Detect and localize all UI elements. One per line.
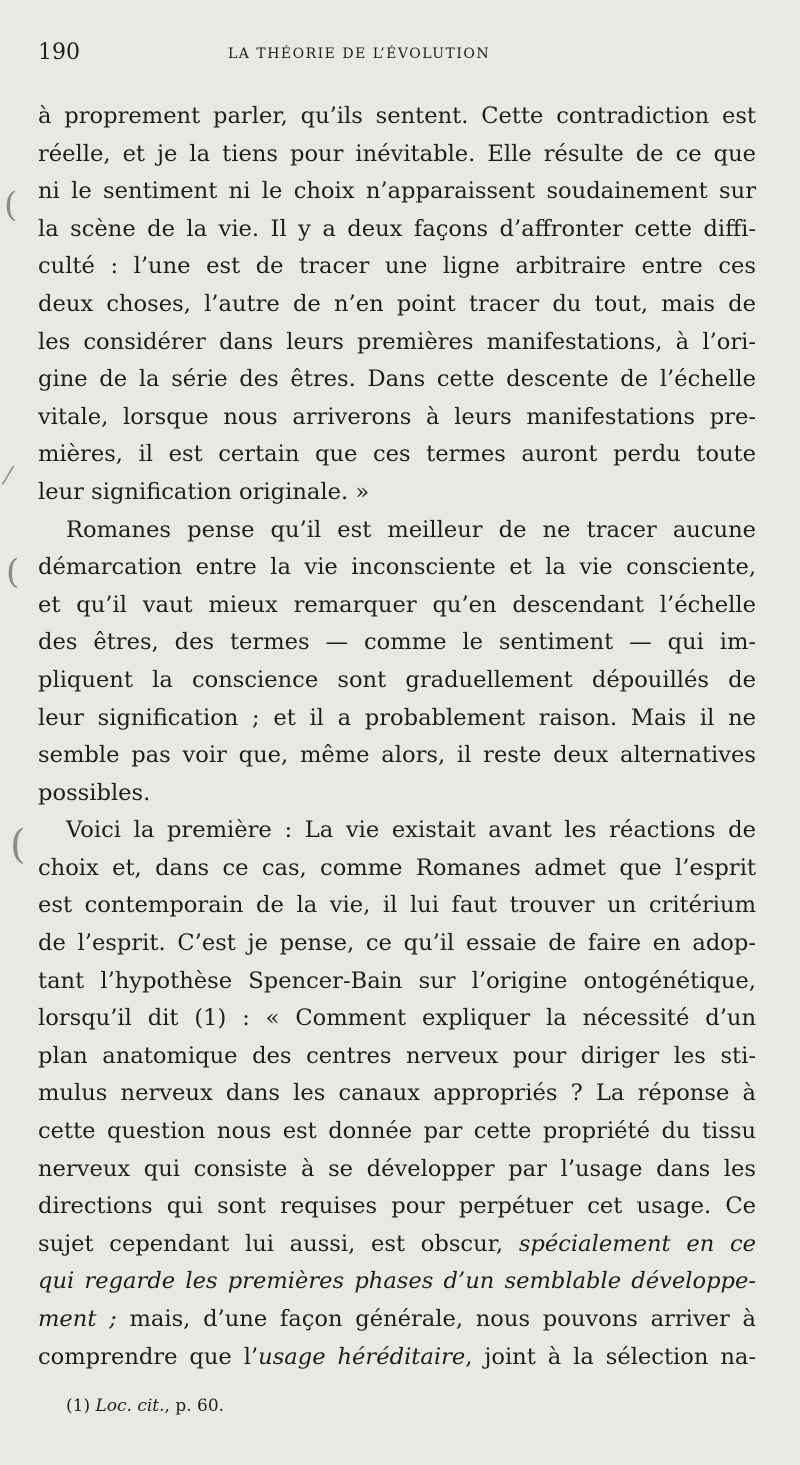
paragraph-romanes: [38, 512, 756, 813]
margin-pencil-mark: ⁄: [6, 462, 11, 490]
text-line: [38, 1226, 756, 1264]
text-line: et qu’il vaut mieux remarquer qu’en descendant l’échelle: [38, 591, 756, 618]
text-line: culté : l’une est de tracer une ligne arbitraire entre ces: [38, 253, 756, 280]
text-line: est contemporain de la vie, il lui faut trouver un critérium: [38, 892, 756, 919]
text-line: tant l’hypothèse Spencer-Bain sur l’origine ontogénétique,: [38, 967, 756, 994]
body-text: [38, 98, 756, 1376]
paragraph-premiere: [38, 812, 756, 1376]
text-line: semble pas voir que, même alors, il reste deux alternatives: [38, 742, 756, 769]
paragraph-quote-end: [38, 98, 756, 512]
text-line: Romanes pense qu’il est meilleur de ne tracer aucune: [66, 516, 756, 543]
text-line: mières, il est certain que ces termes auront perdu toute: [38, 441, 756, 468]
text-line: les considérer dans leurs premières manifestations, à l’ori-: [38, 328, 756, 355]
text-segment: sujet cependant lui aussi, est obscur,: [38, 1230, 504, 1257]
footnote-reference: Loc. cit.: [95, 1396, 165, 1416]
text-line: des êtres, des termes — comme le sentiment — qui im-: [38, 629, 756, 656]
text-line: cette question nous est donnée par cette propriété du tissu: [38, 1118, 756, 1145]
margin-pencil-mark: (: [6, 552, 20, 592]
text-line: deux choses, l’autre de n’en point tracer du tout, mais de: [38, 290, 756, 317]
text-line: possibles.: [38, 779, 151, 806]
text-line: choix et, dans ce cas, comme Romanes admet que l’esprit: [38, 854, 756, 881]
text-line: ni le sentiment ni le choix n’apparaissent soudainement sur: [38, 178, 756, 205]
text-line: la scène de la vie. Il y a deux façons d’affronter cette diffi-: [38, 215, 756, 242]
text-line: directions qui sont requises pour perpétuer cet usage. Ce: [38, 1193, 756, 1220]
footnote-page: , p. 60.: [164, 1396, 225, 1416]
footnote-marker: (1): [66, 1396, 91, 1416]
italic-segment: usage héréditaire: [258, 1343, 466, 1370]
text-line: démarcation entre la vie inconsciente et la vie consciente,: [38, 554, 756, 581]
text-segment: comprendre que l’: [38, 1343, 259, 1370]
text-line: Voici la première : La vie existait avant les réactions de: [66, 817, 756, 844]
text-line: plan anatomique des centres nerveux pour diriger les sti-: [38, 1042, 756, 1069]
running-title: LA THÉORIE DE L’ÉVOLUTION: [228, 46, 491, 62]
italic-segment: ment ;: [38, 1306, 117, 1332]
text-segment: , joint à la sélection na-: [465, 1343, 756, 1370]
margin-pencil-mark: (: [10, 822, 26, 868]
text-line: nerveux qui consiste à se développer par l’usage dans les: [38, 1155, 756, 1182]
text-line: réelle, et je la tiens pour inévitable. Elle résulte de ce que: [38, 140, 756, 167]
margin-pencil-mark: (: [4, 185, 18, 225]
text-line: gine de la série des êtres. Dans cette descente de l’échelle: [38, 366, 756, 393]
text-line: de l’esprit. C’est je pense, ce qu’il essaie de faire en adop-: [38, 930, 756, 957]
page-number: 190: [38, 40, 80, 65]
text-line: [38, 1301, 756, 1339]
text-line: à proprement parler, qu’ils sentent. Cette contradiction est: [38, 103, 756, 129]
text-segment: mais, d’une façon générale, nous pouvons arriver à: [129, 1306, 756, 1332]
text-line: pliquent la conscience sont graduellement dépouillés de: [38, 666, 756, 693]
text-line: mulus nerveux dans les canaux appropriés ? La réponse à: [38, 1080, 756, 1107]
text-line: [38, 1263, 756, 1301]
italic-segment: qui regarde les premières phases d’un semblable développe-: [38, 1268, 756, 1295]
text-line: leur signification originale. »: [38, 478, 370, 505]
text-line: leur signification ; et il a probablement raison. Mais il ne: [38, 704, 756, 731]
footnote: [66, 1396, 224, 1416]
text-line: [38, 1339, 756, 1377]
text-line: vitale, lorsque nous arriverons à leurs manifestations pre-: [38, 403, 756, 430]
page-header: [38, 36, 758, 66]
italic-segment: spécialement en ce: [518, 1230, 756, 1257]
text-line: lorsqu’il dit (1) : « Comment expliquer la nécessité d’un: [38, 1005, 756, 1032]
